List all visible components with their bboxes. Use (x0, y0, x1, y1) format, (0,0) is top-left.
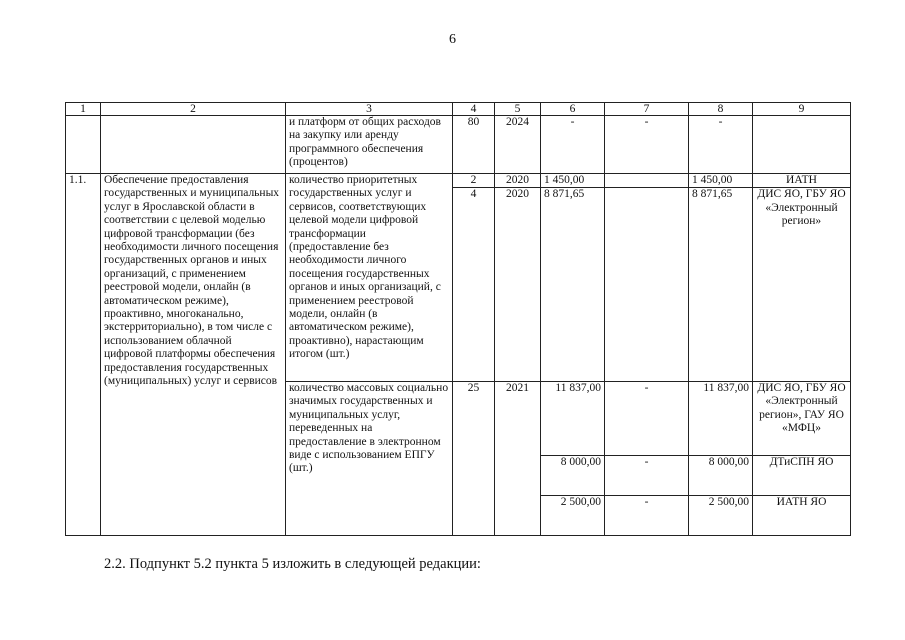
row0-description (101, 116, 286, 174)
row1-description: Обеспечение предоставления государственных и муниципальных услуг в Ярославской области в соответствии с целевой моделью цифровой трансформации (без необходимости личного посещения государственных органов и иных организаций, с применением реестровой модели, онлайн (в автоматическом режиме), проактивно, многоканально, экстерриториально), в том числе с использованием облачной цифровой платформы обеспечения предоставления государственных (муниципальных) услуг и сервисов (101, 174, 286, 536)
amendment-paragraph: 2.2. Подпункт 5.2 пункта 5 изложить в следующей редакции: (104, 556, 481, 572)
header-col-9: 9 (753, 103, 851, 116)
header-row (66, 103, 851, 116)
row1-a2-total: 8 871,65 (544, 188, 585, 201)
row1-b-year: 2021 (495, 382, 541, 536)
page-number: 6 (449, 32, 456, 47)
row1-b2-executor: ДТиСПН ЯО (753, 456, 851, 496)
row1-b1-col7: - (605, 382, 689, 456)
row0-col7: - (605, 116, 689, 174)
header-col-7: 7 (605, 103, 689, 116)
header-col-2: 2 (101, 103, 286, 116)
row1-a1-year: 2020 (495, 174, 540, 188)
row1-a-col8 (689, 174, 753, 382)
row0-total: - (541, 116, 605, 174)
row1-num: 1.1. (66, 174, 101, 536)
row1-a2-col8: 8 871,65 (692, 188, 733, 201)
row1-a2-target: 4 (470, 188, 477, 201)
row1-a-executor (753, 174, 851, 382)
table-row (66, 116, 851, 174)
row1-indicator-b: количество массовых социально значимых государственных и муниципальных услуг, переведенных на предоставление в электронном виде с использованием ЕПГУ (шт.) (286, 382, 453, 536)
row1-b3-executor: ИАТН ЯО (753, 496, 851, 536)
row0-target-value: 80 (453, 116, 495, 174)
row1-b3-total: 2 500,00 (541, 496, 605, 536)
row1-b1-total: 11 837,00 (541, 382, 605, 456)
row0-executor (753, 116, 851, 174)
row1-a-target (453, 174, 495, 382)
row0-num (66, 116, 101, 174)
header-col-6: 6 (541, 103, 605, 116)
header-col-5: 5 (495, 103, 541, 116)
row1-a1-executor: ИАТН (753, 174, 850, 188)
row1-indicator-a: количество приоритетных государственных услуг и сервисов, соответствующих целевой модели цифровой трансформации (предоставление без необходимости личного посещения государственных органов и иных организаций, с применением реестровой модели, онлайн (в автоматическом режиме), проактивно), нарастающим итогом (шт.) (286, 174, 453, 382)
row1-a-year (495, 174, 541, 382)
row1-b3-col7: - (605, 496, 689, 536)
row1-b2-col7: - (605, 456, 689, 496)
program-table (65, 102, 851, 536)
row1-a1-col8: 1 450,00 (689, 174, 752, 188)
row1-a1-target: 2 (453, 174, 494, 188)
row1-b2-col8: 8 000,00 (689, 456, 753, 496)
row1-b1-executor: ДИС ЯО, ГБУ ЯО «Электронный регион», ГАУ ЯО «МФЦ» (753, 382, 851, 456)
header-col-8: 8 (689, 103, 753, 116)
row1-a-total (541, 174, 605, 382)
row1-b3-col8: 2 500,00 (689, 496, 753, 536)
header-col-3: 3 (286, 103, 453, 116)
row1-a-col7 (605, 174, 689, 382)
row0-year: 2024 (495, 116, 541, 174)
row1-a1-col7 (605, 174, 688, 188)
row0-indicator: и платформ от общих расходов на закупку или аренду программного обеспечения (процентов) (286, 116, 453, 174)
row1-b1-col8: 11 837,00 (689, 382, 753, 456)
header-col-4: 4 (453, 103, 495, 116)
row1-a2-year: 2020 (506, 188, 529, 201)
row1-b2-total: 8 000,00 (541, 456, 605, 496)
row1-b-target: 25 (453, 382, 495, 536)
row0-col8: - (689, 116, 753, 174)
table-row (66, 174, 851, 382)
row1-a1-total: 1 450,00 (541, 174, 604, 188)
header-col-1: 1 (66, 103, 101, 116)
row1-a2-executor: ДИС ЯО, ГБУ ЯО «Электронный регион» (757, 188, 846, 228)
